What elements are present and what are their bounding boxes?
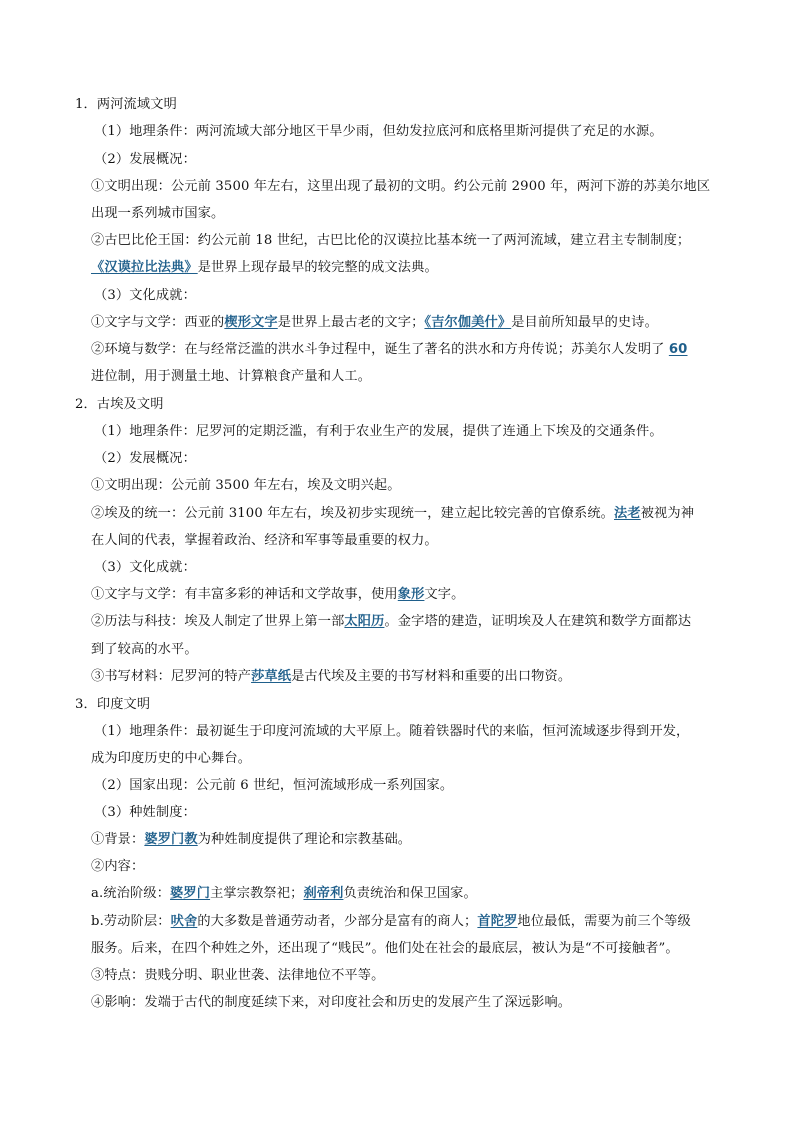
text-segment: （2）发展概况： <box>94 451 196 466</box>
keyword-link[interactable]: 刹帝利 <box>303 886 344 901</box>
text-segment: ②环境与数学：在与经常泛滥的洪水斗争过程中，诞生了著名的洪水和方舟传说；苏美尔人发明了 <box>91 342 669 357</box>
keyword-link[interactable]: 太阳历 <box>344 614 385 629</box>
text-segment: （2）发展概况： <box>94 152 196 167</box>
keyword-link[interactable]: 《吉尔伽美什》 <box>424 315 512 330</box>
keyword-link[interactable]: 首陀罗 <box>477 914 518 929</box>
text-line-s2-cul-1 <box>91 586 464 604</box>
text-segment: ③特点：贵贱分明、职业世袭、法律地位不平等。 <box>91 968 385 983</box>
keyword-link[interactable]: 莎草纸 <box>251 669 292 684</box>
text-segment: 服务。后来，在四个种姓之外，还出现了“贱民”。他们处在社会的最底层，被认为是“不可接触者”。 <box>91 941 679 956</box>
text-segment: 进位制，用于测量土地、计算粮食产量和人工。 <box>91 369 372 384</box>
text-segment: 的大多数是普通劳动者，少部分是富有的商人； <box>197 914 478 929</box>
text-line-s2-geo <box>94 423 663 441</box>
text-line-s2-dev-2a <box>91 505 694 523</box>
text-segment: （1）地理条件：最初诞生于印度河流域的大平原上。随着铁器时代的来临，恒河流域逐步得到开发， <box>94 724 690 739</box>
text-line-s1-title <box>75 96 177 114</box>
text-segment: ①文明出现：公元前 3500 年左右，埃及文明兴起。 <box>91 478 401 493</box>
text-segment: ③书写材料：尼罗河的特产 <box>91 669 252 684</box>
text-line-s3-a <box>91 885 477 903</box>
text-segment: ①文字与文学：有丰富多彩的神话和文学故事，使用 <box>91 587 398 602</box>
text-segment: 是世界上现存最早的较完整的成文法典。 <box>197 260 438 275</box>
text-segment: 到了较高的水平。 <box>91 642 198 657</box>
text-line-s3-impact <box>91 994 571 1012</box>
keyword-link[interactable]: 60 <box>668 342 688 357</box>
text-segment: 1．两河流域文明 <box>75 97 177 112</box>
keyword-link[interactable]: 《汉谟拉比法典》 <box>91 260 198 275</box>
text-segment: ②埃及的统一：公元前 3100 年左右，埃及初步实现统一，建立起比较完善的官僚系统。 <box>91 506 614 521</box>
text-segment: 。金字塔的建造，证明埃及人在建筑和数学方面都达 <box>384 614 692 629</box>
text-segment: ②历法与科技：埃及人制定了世界上第一部 <box>91 614 345 629</box>
text-segment: 被视为神 <box>640 506 695 521</box>
text-line-s2-dev-1 <box>91 477 401 495</box>
keyword-link[interactable]: 婆罗门 <box>170 886 211 901</box>
text-line-s3-geo-a <box>94 723 689 741</box>
text-line-s3-caste-head <box>94 804 196 822</box>
text-segment: ①背景： <box>91 832 145 847</box>
text-segment: （1）地理条件：两河流域大部分地区干旱少雨，但幼发拉底河和底格里斯河提供了充足的水源。 <box>94 124 663 139</box>
text-segment: ②内容： <box>91 859 145 874</box>
text-segment: 出现一系列城市国家。 <box>91 206 225 221</box>
text-line-s1-cul-1 <box>91 314 658 332</box>
text-line-s3-b1 <box>91 913 691 931</box>
text-segment: 2．古埃及文明 <box>75 397 164 412</box>
text-line-s1-dev-1b <box>91 205 224 223</box>
text-line-s2-cul-2b <box>91 641 198 659</box>
text-line-s1-cul-2a <box>91 341 688 359</box>
text-segment: （2）国家出现：公元前 6 世纪，恒河流域形成一系列国家。 <box>94 778 454 793</box>
keyword-link[interactable]: 象形 <box>397 587 425 602</box>
text-line-s1-dev-head <box>94 151 196 169</box>
text-segment: ①文明出现：公元前 3500 年左右，这里出现了最初的文明。约公元前 2900 年，两河下游的苏美尔地区 <box>91 179 711 194</box>
text-segment: 负责统治和保卫国家。 <box>343 886 477 901</box>
text-line-s3-feat <box>91 967 384 985</box>
text-segment: ②古巴比伦王国：约公元前 18 世纪，古巴比伦的汉谟拉比基本统一了两河流域，建立君主专制制度； <box>91 233 691 248</box>
text-segment: （3）文化成就： <box>94 288 196 303</box>
text-line-s1-cul-2b <box>91 368 371 386</box>
text-segment: 文字。 <box>424 587 465 602</box>
text-line-s2-title <box>75 396 164 414</box>
keyword-link[interactable]: 吠舍 <box>170 914 198 929</box>
text-segment: 主掌宗教祭祀； <box>210 886 304 901</box>
text-segment: 是目前所知最早的史诗。 <box>511 315 658 330</box>
text-segment: 在人间的代表，掌握着政治、经济和军事等最重要的权力。 <box>91 533 438 548</box>
text-line-s1-dev-1a <box>91 178 710 196</box>
text-segment: （1）地理条件：尼罗河的定期泛滥，有利于农业生产的发展，提供了连通上下埃及的交通条件。 <box>94 424 663 439</box>
text-line-s3-bg <box>91 831 411 849</box>
text-line-s3-b2 <box>91 940 679 958</box>
text-segment: （3）种姓制度： <box>94 805 196 820</box>
text-segment: ①文字与文学：西亚的 <box>91 315 225 330</box>
keyword-link[interactable]: 法老 <box>614 506 641 521</box>
text-line-s1-dev-2a <box>91 232 690 250</box>
text-line-s2-cul-3 <box>91 668 571 686</box>
text-line-s2-cul-2a <box>91 613 691 631</box>
text-segment: 为种姓制度提供了理论和宗教基础。 <box>197 832 412 847</box>
text-line-s1-geo <box>94 123 663 141</box>
text-line-s3-geo-b <box>91 750 251 768</box>
keyword-link[interactable]: 楔形文字 <box>224 315 278 330</box>
text-line-s2-dev-2b <box>91 532 438 550</box>
text-segment: 地位最低，需要为前三个等级 <box>517 914 691 929</box>
text-segment: 3．印度文明 <box>75 697 151 712</box>
text-line-s3-content <box>91 858 144 876</box>
text-line-s3-title <box>75 696 150 714</box>
text-segment: 是世界上最古老的文字； <box>277 315 425 330</box>
text-line-s3-state <box>94 777 453 795</box>
keyword-link[interactable]: 婆罗门教 <box>144 832 198 847</box>
text-segment: （3）文化成就： <box>94 560 196 575</box>
text-line-s1-cul-head <box>94 287 196 305</box>
text-line-s1-dev-2b <box>91 259 438 277</box>
text-line-s2-cul-head <box>94 559 196 577</box>
text-segment: 成为印度历史的中心舞台。 <box>91 751 252 766</box>
text-segment: a.统治阶级： <box>91 886 171 901</box>
text-line-s2-dev-head <box>94 450 196 468</box>
text-segment: b.劳动阶层： <box>91 914 171 929</box>
text-segment: 是古代埃及主要的书写材料和重要的出口物资。 <box>291 669 572 684</box>
text-segment: ④影响：发端于古代的制度延续下来，对印度社会和历史的发展产生了深远影响。 <box>91 995 572 1010</box>
